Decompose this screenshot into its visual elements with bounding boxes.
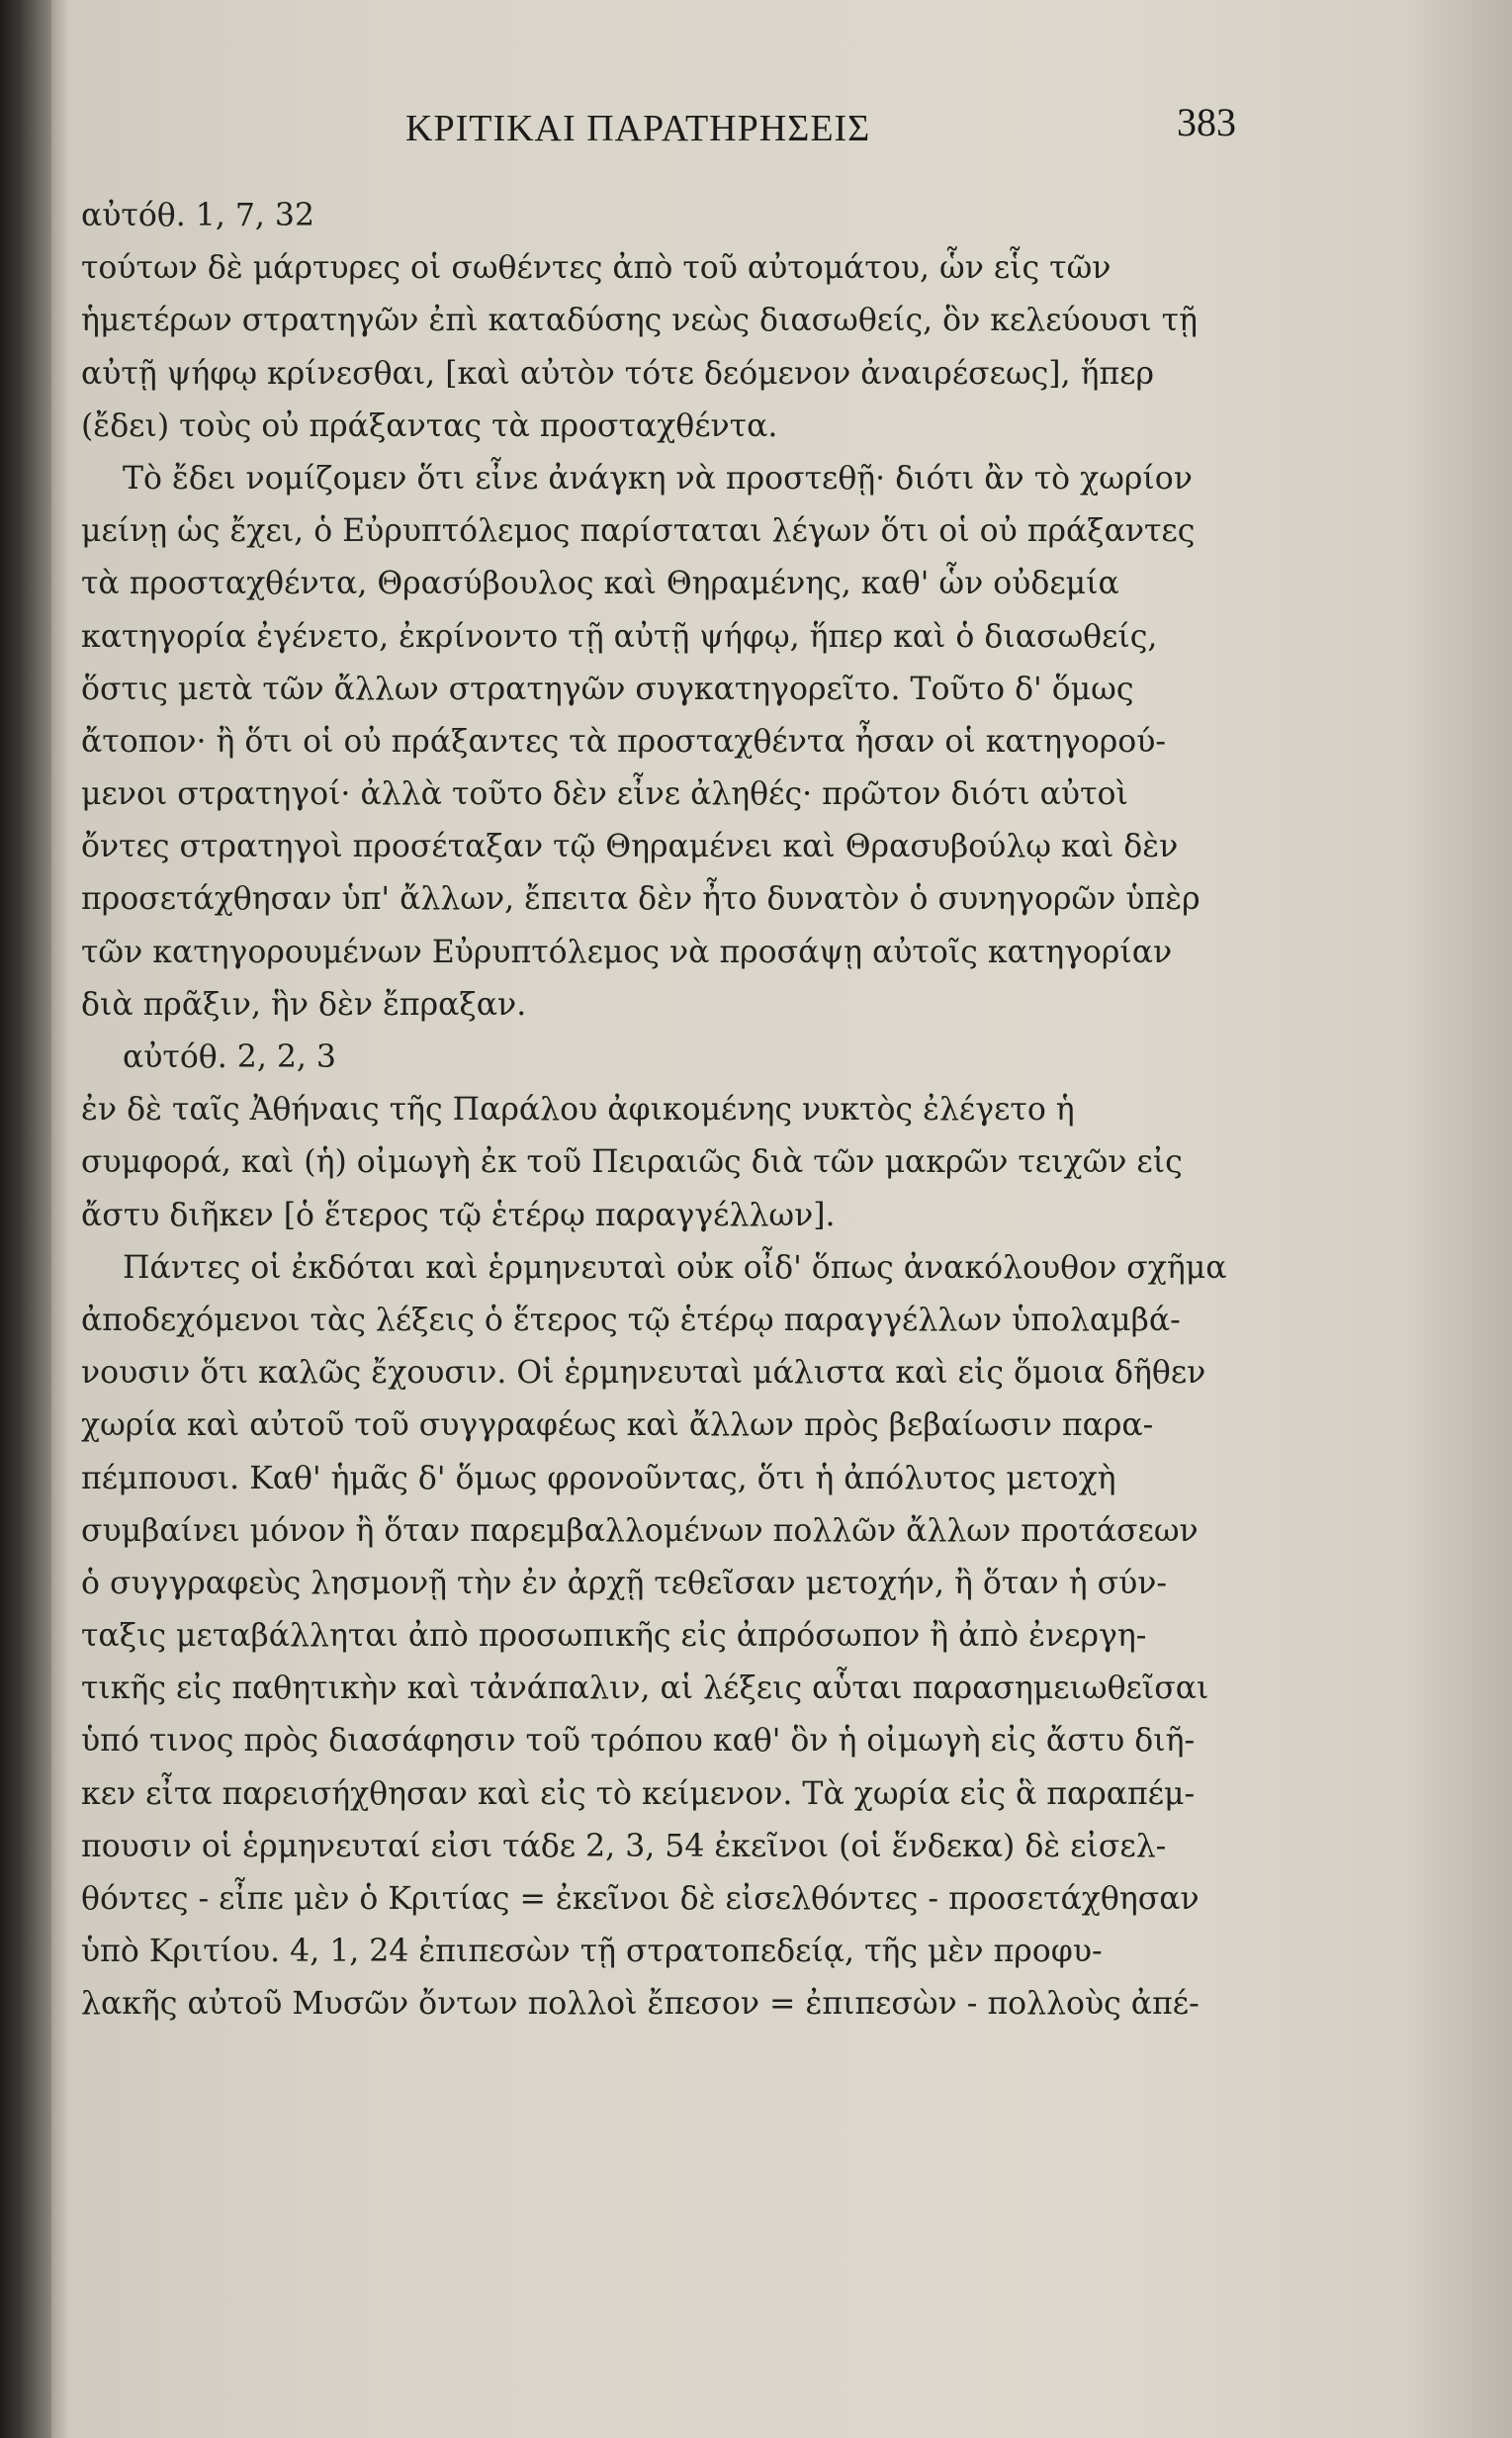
text-line: συμβαίνει μόνον ἢ ὅταν παρεμβαλλομένων πολλῶν ἄλλων προτάσεων xyxy=(81,1512,1199,1549)
text-line: αὐτόθ. 2, 2, 3 xyxy=(123,1039,336,1075)
text-line: χωρία καὶ αὐτοῦ τοῦ συγγραφέως καὶ ἄλλων πρὸς βεβαίωσιν παρα- xyxy=(81,1407,1154,1444)
text-line: θόντες - εἶπε μὲν ὁ Κριτίας = ἐκεῖνοι δὲ εἰσελθόντες - προσετάχθησαν xyxy=(81,1881,1200,1917)
text-line: ἡμετέρων στρατηγῶν ἐπὶ καταδύσης νεὼς διασωθείς, ὃν κελεύουσι τῇ xyxy=(81,303,1198,339)
book-spine-shadow xyxy=(0,0,51,2438)
text-line: νουσιν ὅτι καλῶς ἔχουσιν. Οἱ ἑρμηνευταὶ μάλιστα καὶ εἰς ὅμοια δῆθεν xyxy=(81,1355,1206,1392)
text-line: ὑπό τινος πρὸς διασάφησιν τοῦ τρόπου καθ' ὃν ἡ οἰμωγὴ εἰς ἄστυ διῆ- xyxy=(81,1723,1196,1760)
text-line: ἐν δὲ ταῖς Ἀθήναις τῆς Παράλου ἀφικομένης νυκτὸς ἐλέγετο ἡ xyxy=(81,1092,1075,1129)
body-text xyxy=(81,190,1268,2032)
text-line: τῶν κατηγορουμένων Εὐρυπτόλεμος νὰ προσάψῃ αὐτοῖς κατηγορίαν xyxy=(81,934,1173,970)
text-line: πέμπουσι. Καθ' ἡμᾶς δ' ὅμως φρονοῦντας, ὅτι ἡ ἀπόλυτος μετοχὴ xyxy=(81,1460,1116,1496)
text-line: αὐτῇ ψήφῳ κρίνεσθαι, [καὶ αὐτὸν τότε δεόμενον ἀναιρέσεως], ἥπερ xyxy=(81,355,1155,392)
text-line: ὄντες στρατηγοὶ προσέταξαν τῷ Θηραμένει καὶ Θρασυβούλῳ καὶ δὲν xyxy=(81,829,1179,865)
text-line: Πάντες οἱ ἐκδόται καὶ ἑρμηνευταὶ οὐκ οἶδ' ὅπως ἀνακόλουθον σχῆμα xyxy=(123,1249,1227,1286)
text-line: συμφορά, καὶ (ἡ) οἰμωγὴ ἐκ τοῦ Πειραιῶς διὰ τῶν μακρῶν τειχῶν εἰς xyxy=(81,1144,1183,1181)
text-line: τούτων δὲ μάρτυρες οἱ σωθέντες ἀπὸ τοῦ αὐτομάτου, ὧν εἷς τῶν xyxy=(81,250,1112,287)
page-number: 383 xyxy=(1177,100,1236,144)
text-line: ὑπὸ Κριτίου. 4, 1, 24 ἐπιπεσὼν τῇ στρατοπεδείᾳ, τῆς μὲν προφυ- xyxy=(81,1934,1103,1970)
text-line: Τὸ ἔδει νομίζομεν ὅτι εἶνε ἀνάγκη νὰ προστεθῇ· διότι ἂν τὸ χωρίον xyxy=(123,460,1193,497)
text-line: λακῆς αὐτοῦ Μυσῶν ὄντων πολλοὶ ἔπεσον = ἐπιπεσὼν - πολλοὺς ἀπέ- xyxy=(81,1986,1200,2023)
text-line: μενοι στρατηγοί· ἀλλὰ τοῦτο δὲν εἶνε ἀληθές· πρῶτον διότι αὐτοὶ xyxy=(81,776,1128,813)
text-line: διὰ πρᾶξιν, ἣν δὲν ἔπραξαν. xyxy=(81,986,527,1023)
text-line: τικῆς εἰς παθητικὴν καὶ τἀνάπαλιν, αἱ λέξεις αὗται παρασημειωθεῖσαι xyxy=(81,1670,1209,1707)
text-line: ὅστις μετὰ τῶν ἄλλων στρατηγῶν συγκατηγορεῖτο. Τοῦτο δ' ὅμως xyxy=(81,671,1134,707)
text-line: ἄστυ διῆκεν [ὁ ἕτερος τῷ ἑτέρῳ παραγγέλλων]. xyxy=(81,1197,836,1233)
page-header xyxy=(405,99,1236,158)
text-line: ἄτοπον· ἢ ὅτι οἱ οὐ πράξαντες τὰ προσταχθέντα ἦσαν οἱ κατηγορού- xyxy=(81,723,1167,760)
text-line: προσετάχθησαν ὑπ' ἄλλων, ἔπειτα δὲν ἦτο δυνατὸν ὁ συνηγορῶν ὑπὲρ xyxy=(81,881,1201,918)
text-line: (ἔδει) τοὺς οὐ πράξαντας τὰ προσταχθέντα. xyxy=(81,407,778,444)
running-head: ΚΡΙΤΙΚΑΙ ΠΑΡΑΤΗΡΗΣΕΙΣ xyxy=(405,108,871,149)
text-line: τὰ προσταχθέντα, Θρασύβουλος καὶ Θηραμένης, καθ' ὧν οὐδεμία xyxy=(81,566,1119,602)
text-line: κεν εἶτα παρεισήχθησαν καὶ εἰς τὸ κείμενον. Τὰ χωρία εἰς ἃ παραπέμ- xyxy=(81,1775,1196,1812)
text-line: ὁ συγγραφεὺς λησμονῇ τὴν ἐν ἀρχῇ τεθεῖσαν μετοχήν, ἢ ὅταν ἡ σύν- xyxy=(81,1565,1168,1601)
text-line: ταξις μεταβάλληται ἀπὸ προσωπικῆς εἰς ἀπρόσωπον ἢ ἀπὸ ἐνεργη- xyxy=(81,1618,1147,1655)
text-line: μείνῃ ὡς ἔχει, ὁ Εὐρυπτόλεμος παρίσταται λέγων ὅτι οἱ οὐ πράξαντες xyxy=(81,513,1196,550)
text-line: ἀποδεχόμενοι τὰς λέξεις ὁ ἕτερος τῷ ἑτέρῳ παραγγέλλων ὑπολαμβά- xyxy=(81,1302,1181,1338)
text-line: κατηγορία ἐγένετο, ἐκρίνοντο τῇ αὐτῇ ψήφῳ, ἥπερ καὶ ὁ διασωθείς, xyxy=(81,618,1158,655)
text-line: πουσιν οἱ ἑρμηνευταί εἰσι τάδε 2, 3, 54 ἐκεῖνοι (οἱ ἕνδεκα) δὲ εἰσελ- xyxy=(81,1828,1167,1864)
text-line: αὐτόθ. 1, 7, 32 xyxy=(81,198,315,233)
